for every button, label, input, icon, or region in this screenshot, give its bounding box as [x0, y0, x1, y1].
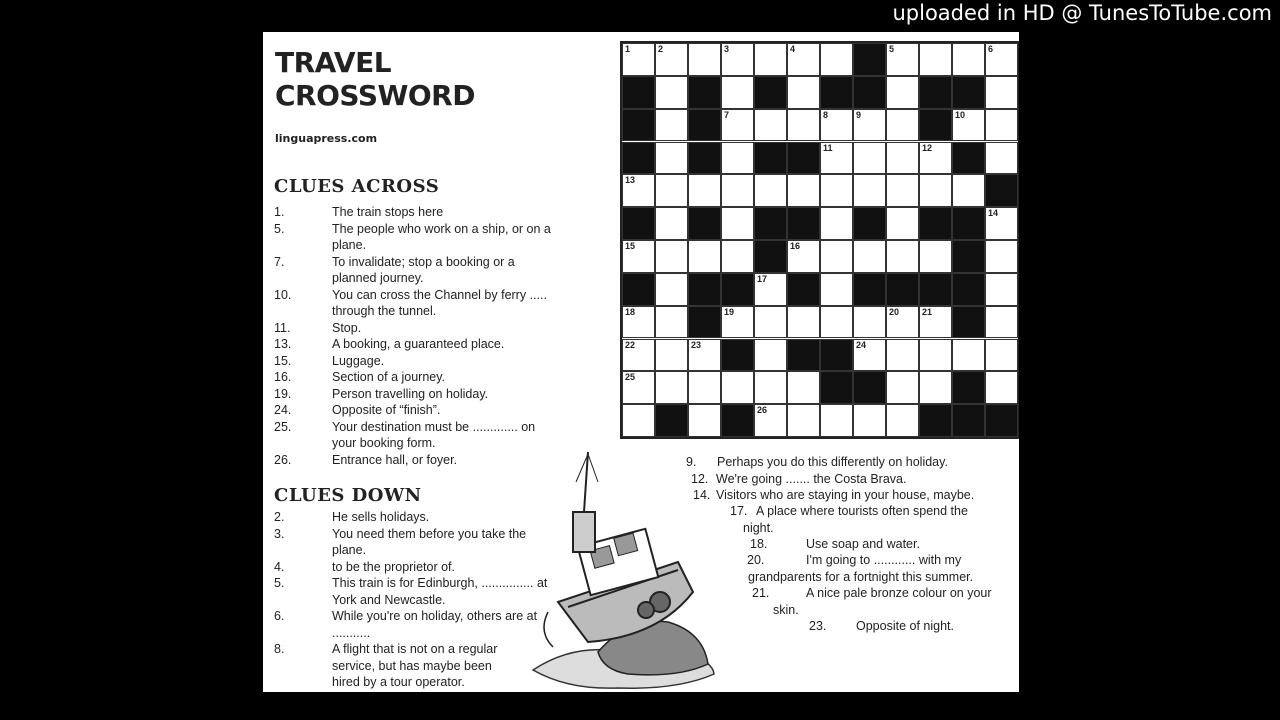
grid-black-cell	[853, 76, 886, 109]
across-clue-text: your booking form.	[332, 436, 436, 450]
grid-cell[interactable]	[985, 142, 1018, 175]
grid-cell[interactable]	[787, 174, 820, 207]
grid-cell[interactable]	[721, 142, 754, 175]
grid-black-cell	[952, 306, 985, 339]
grid-cell[interactable]	[952, 109, 985, 142]
watermark-text: uploaded in HD @ TunesToTube.com	[892, 1, 1272, 25]
grid-cell-number: 25	[625, 372, 636, 383]
grid-black-cell	[688, 306, 721, 339]
grid-cell-number: 3	[724, 44, 730, 54]
grid-cell[interactable]	[655, 207, 688, 240]
grid-cell[interactable]	[985, 109, 1018, 142]
across-clue-number: 13.	[274, 337, 292, 351]
grid-cell[interactable]	[985, 306, 1018, 339]
grid-cell[interactable]	[721, 240, 754, 273]
down-clue-text: We're going ....... the Costa Brava.	[716, 472, 907, 486]
grid-cell[interactable]	[919, 142, 952, 175]
across-clue-number: 16.	[274, 370, 292, 384]
down-clue-text: service, but has maybe been	[332, 658, 492, 673]
grid-cell[interactable]	[886, 76, 919, 109]
across-clue-number: 11.	[274, 320, 291, 335]
grid-black-cell	[688, 109, 721, 142]
grid-cell[interactable]	[622, 371, 655, 404]
grid-cell[interactable]	[886, 371, 919, 404]
down-clue-text: You need them before you take the	[332, 526, 527, 541]
grid-cell-number: 18	[625, 306, 636, 317]
grid-black-cell	[886, 273, 919, 306]
grid-cell-number: 23	[691, 339, 702, 350]
grid-cell[interactable]	[853, 404, 886, 437]
across-clue-number: 19.	[274, 386, 292, 401]
grid-cell[interactable]	[754, 273, 787, 306]
down-clue-text: While you're on holiday, others are at	[332, 609, 538, 623]
grid-cell-number: 5	[889, 44, 895, 54]
grid-cell-number: 4	[790, 44, 796, 54]
across-clue-number: 15.	[274, 353, 292, 368]
grid-cell[interactable]	[886, 174, 919, 207]
grid-cell-number: 22	[625, 339, 636, 350]
grid-black-cell	[622, 273, 655, 306]
grid-cell[interactable]	[721, 76, 754, 109]
grid-black-cell	[853, 371, 886, 404]
down-clue-text: Visitors who are staying in your house, maybe.	[716, 488, 975, 502]
grid-cell-number: 13	[625, 175, 636, 186]
clues-across-heading: CLUES ACROSS	[274, 176, 440, 197]
down-clue-text: grandparents for a fortnight this summer.	[748, 569, 974, 584]
grid-cell[interactable]	[754, 339, 787, 372]
down-clue-text: This train is for Edinburgh, ............... at	[332, 576, 548, 590]
grid-cell[interactable]	[655, 240, 688, 273]
grid-cell[interactable]	[853, 142, 886, 175]
down-clue-number: 4.	[274, 559, 285, 574]
grid-cell[interactable]	[754, 306, 787, 339]
across-clue-text: through the tunnel.	[332, 304, 437, 318]
grid-cell[interactable]	[853, 240, 886, 273]
across-clue-number: 26.	[274, 452, 292, 467]
grid-black-cell	[919, 273, 952, 306]
grid-cell-number: 17	[757, 273, 768, 284]
grid-cell[interactable]	[820, 174, 853, 207]
grid-cell[interactable]	[853, 174, 886, 207]
down-clue-text: A flight that is not on a regular	[332, 642, 498, 656]
down-clue-text: Opposite of night.	[856, 619, 954, 633]
grid-cell[interactable]	[721, 43, 754, 76]
across-clue-text: Entrance hall, or foyer.	[332, 452, 458, 467]
across-clue-text: plane.	[332, 238, 367, 252]
grid-cell[interactable]	[655, 109, 688, 142]
grid-black-cell	[853, 273, 886, 306]
grid-cell[interactable]	[919, 339, 952, 372]
grid-cell-number: 2	[658, 44, 664, 54]
grid-cell[interactable]	[820, 306, 853, 339]
grid-black-cell	[787, 207, 820, 240]
grid-black-cell	[952, 240, 985, 273]
grid-cell[interactable]	[787, 43, 820, 76]
across-clue-number: 7.	[274, 254, 285, 269]
down-clue-text: hired by a tour operator.	[332, 675, 465, 689]
grid-black-cell	[853, 207, 886, 240]
grid-cell[interactable]	[886, 306, 919, 339]
down-clue-number: 5.	[274, 576, 285, 590]
across-clue-text: To invalidate; stop a booking or a	[332, 254, 515, 269]
grid-cell[interactable]	[622, 240, 655, 273]
grid-black-cell	[919, 207, 952, 240]
down-clue-text: ...........	[332, 625, 371, 640]
grid-black-cell	[787, 339, 820, 372]
grid-black-cell	[754, 240, 787, 273]
across-clue-text: Person travelling on holiday.	[332, 386, 489, 401]
grid-cell[interactable]	[886, 404, 919, 437]
title-line-2: CROSSWORD	[275, 79, 475, 112]
grid-cell[interactable]	[886, 142, 919, 175]
grid-black-cell	[952, 76, 985, 109]
grid-cell-number: 21	[922, 306, 933, 317]
grid-black-cell	[985, 404, 1018, 437]
grid-cell-number: 1	[625, 44, 631, 54]
clues-down-heading: CLUES DOWN	[274, 485, 422, 506]
grid-cell-number: 12	[922, 142, 933, 153]
grid-black-cell	[952, 371, 985, 404]
grid-black-cell	[952, 142, 985, 175]
down-clue-number: 23.	[809, 619, 827, 633]
down-clue-text: He sells holidays.	[332, 510, 430, 524]
grid-black-cell	[952, 207, 985, 240]
grid-cell[interactable]	[721, 207, 754, 240]
grid-cell[interactable]	[820, 207, 853, 240]
grid-cell[interactable]	[787, 76, 820, 109]
grid-cell-number: 19	[724, 306, 735, 317]
grid-cell[interactable]	[820, 43, 853, 76]
grid-cell[interactable]	[985, 273, 1018, 306]
down-clue-text: to be the proprietor of.	[332, 559, 455, 574]
tugboat-illustration	[528, 442, 718, 692]
down-clue-number: 3.	[274, 526, 285, 541]
grid-cell[interactable]	[721, 174, 754, 207]
grid-cell[interactable]	[886, 339, 919, 372]
grid-black-cell	[919, 109, 952, 142]
across-clue-text: Stop.	[332, 320, 362, 335]
grid-cell[interactable]	[655, 371, 688, 404]
down-clue-number: 6.	[274, 609, 285, 623]
grid-cell[interactable]	[985, 339, 1018, 372]
across-clue-number: 10.	[274, 287, 292, 302]
grid-cell[interactable]	[919, 174, 952, 207]
grid-cell[interactable]	[622, 339, 655, 372]
across-clue-text: planned journey.	[332, 271, 424, 285]
across-clue-text: Opposite of “finish”.	[332, 403, 441, 417]
down-clue-text: night.	[743, 520, 774, 535]
grid-black-cell	[688, 207, 721, 240]
grid-black-cell	[721, 273, 754, 306]
grid-cell-number: 14	[988, 208, 999, 219]
down-clue-number: 20.	[747, 553, 765, 567]
grid-cell[interactable]	[820, 273, 853, 306]
grid-cell[interactable]	[622, 404, 655, 437]
grid-cell[interactable]	[688, 404, 721, 437]
grid-cell[interactable]	[919, 43, 952, 76]
grid-cell[interactable]	[820, 142, 853, 175]
grid-cell[interactable]	[886, 109, 919, 142]
grid-cell[interactable]	[688, 43, 721, 76]
grid-cell[interactable]	[787, 371, 820, 404]
grid-cell[interactable]	[754, 109, 787, 142]
crossword-grid	[620, 41, 1019, 439]
grid-cell[interactable]	[688, 371, 721, 404]
grid-cell[interactable]	[853, 339, 886, 372]
grid-cell[interactable]	[985, 43, 1018, 76]
grid-cell[interactable]	[655, 174, 688, 207]
across-clue-text: A booking, a guaranteed place.	[332, 337, 505, 351]
crossword-page	[263, 32, 1019, 692]
grid-cell-number: 6	[988, 44, 994, 54]
grid-black-cell	[919, 404, 952, 437]
across-clue-text: Luggage.	[332, 353, 385, 368]
grid-black-cell	[754, 76, 787, 109]
grid-cell-number: 16	[790, 241, 801, 251]
grid-cell[interactable]	[754, 404, 787, 437]
grid-cell[interactable]	[688, 240, 721, 273]
grid-cell[interactable]	[985, 76, 1018, 109]
grid-cell[interactable]	[919, 371, 952, 404]
grid-cell[interactable]	[886, 207, 919, 240]
grid-cell-number: 7	[724, 109, 730, 120]
down-clue-number: 17.	[730, 504, 748, 518]
grid-cell[interactable]	[622, 174, 655, 207]
grid-cell[interactable]	[787, 404, 820, 437]
grid-cell[interactable]	[754, 371, 787, 404]
across-clue-text: The train stops here	[332, 205, 444, 219]
grid-black-cell	[688, 273, 721, 306]
grid-cell[interactable]	[721, 109, 754, 142]
down-clue-number: 2.	[274, 510, 285, 524]
grid-cell-number: 26	[757, 405, 768, 416]
across-clue-number: 25.	[274, 419, 292, 434]
grid-cell[interactable]	[985, 207, 1018, 240]
grid-black-cell	[919, 76, 952, 109]
across-clue-number: 5.	[274, 221, 285, 236]
grid-black-cell	[787, 273, 820, 306]
grid-black-cell	[721, 339, 754, 372]
across-clue-text: You can cross the Channel by ferry .....	[332, 287, 547, 302]
grid-cell[interactable]	[985, 371, 1018, 404]
down-clue-number: 14.	[693, 488, 711, 502]
grid-cell[interactable]	[754, 43, 787, 76]
grid-cell[interactable]	[919, 306, 952, 339]
grid-cell[interactable]	[787, 306, 820, 339]
across-clue-text: Your destination must be ............. on	[332, 419, 536, 434]
grid-black-cell	[820, 339, 853, 372]
grid-black-cell	[787, 142, 820, 175]
grid-black-cell	[820, 76, 853, 109]
grid-cell[interactable]	[787, 109, 820, 142]
across-clue-number: 24.	[274, 403, 292, 417]
grid-cell[interactable]	[721, 306, 754, 339]
grid-cell[interactable]	[655, 339, 688, 372]
grid-black-cell	[721, 404, 754, 437]
grid-black-cell	[754, 142, 787, 175]
grid-black-cell	[952, 404, 985, 437]
title-line-1: TRAVEL	[275, 46, 392, 79]
grid-black-cell	[952, 273, 985, 306]
grid-black-cell	[688, 142, 721, 175]
across-clue-number: 1.	[274, 205, 285, 219]
grid-cell[interactable]	[655, 273, 688, 306]
grid-cell[interactable]	[622, 43, 655, 76]
grid-cell[interactable]	[787, 240, 820, 273]
grid-cell[interactable]	[655, 76, 688, 109]
grid-cell[interactable]	[655, 43, 688, 76]
grid-cell[interactable]	[754, 174, 787, 207]
grid-cell[interactable]	[919, 240, 952, 273]
down-clue-text: A nice pale bronze colour on your	[806, 586, 992, 600]
grid-cell[interactable]	[655, 306, 688, 339]
grid-cell-number: 20	[889, 306, 900, 317]
grid-black-cell	[622, 76, 655, 109]
grid-cell[interactable]	[985, 240, 1018, 273]
grid-cell-number: 9	[856, 109, 862, 120]
grid-cell[interactable]	[820, 240, 853, 273]
down-clue-number: 8.	[274, 642, 285, 656]
down-clue-text: A place where tourists often spend the	[756, 504, 968, 518]
down-clue-number: 9.	[686, 455, 697, 469]
grid-cell[interactable]	[622, 306, 655, 339]
down-clue-text: I'm going to ............ with my	[806, 553, 962, 567]
grid-cell-number: 15	[625, 241, 636, 251]
grid-cell-number: 24	[856, 339, 867, 350]
grid-cell-number: 10	[955, 109, 966, 120]
grid-black-cell	[688, 76, 721, 109]
down-clue-number: 12.	[691, 472, 709, 486]
grid-black-cell	[985, 174, 1018, 207]
grid-cell-number: 11	[823, 142, 833, 153]
grid-cell[interactable]	[688, 174, 721, 207]
grid-cell[interactable]	[952, 43, 985, 76]
grid-cell[interactable]	[886, 240, 919, 273]
grid-black-cell	[655, 404, 688, 437]
grid-black-cell	[754, 207, 787, 240]
grid-cell[interactable]	[688, 339, 721, 372]
down-clue-number: 21.	[752, 586, 770, 600]
grid-black-cell	[820, 371, 853, 404]
grid-cell[interactable]	[655, 142, 688, 175]
down-clue-text: skin.	[773, 602, 799, 617]
grid-cell[interactable]	[952, 174, 985, 207]
page-title	[275, 46, 475, 112]
across-clue-text: Section of a journey.	[332, 370, 446, 384]
grid-black-cell	[853, 43, 886, 76]
down-clue-number: 18.	[750, 537, 768, 551]
grid-cell[interactable]	[820, 404, 853, 437]
down-clue-text: Use soap and water.	[806, 537, 920, 551]
down-clue-text: York and Newcastle.	[332, 592, 446, 607]
grid-cell[interactable]	[952, 339, 985, 372]
grid-cell[interactable]	[886, 43, 919, 76]
grid-black-cell	[622, 207, 655, 240]
grid-cell-number: 8	[823, 109, 829, 120]
grid-black-cell	[622, 142, 655, 175]
down-clue-text: plane.	[332, 543, 367, 557]
grid-cell[interactable]	[820, 109, 853, 142]
grid-black-cell	[622, 109, 655, 142]
grid-cell[interactable]	[721, 371, 754, 404]
site-name: linguapress.com	[275, 132, 378, 145]
grid-cell[interactable]	[853, 306, 886, 339]
grid-cell[interactable]	[853, 109, 886, 142]
across-clue-text: The people who work on a ship, or on a	[332, 221, 551, 236]
down-clue-text: Perhaps you do this differently on holiday.	[717, 455, 948, 469]
